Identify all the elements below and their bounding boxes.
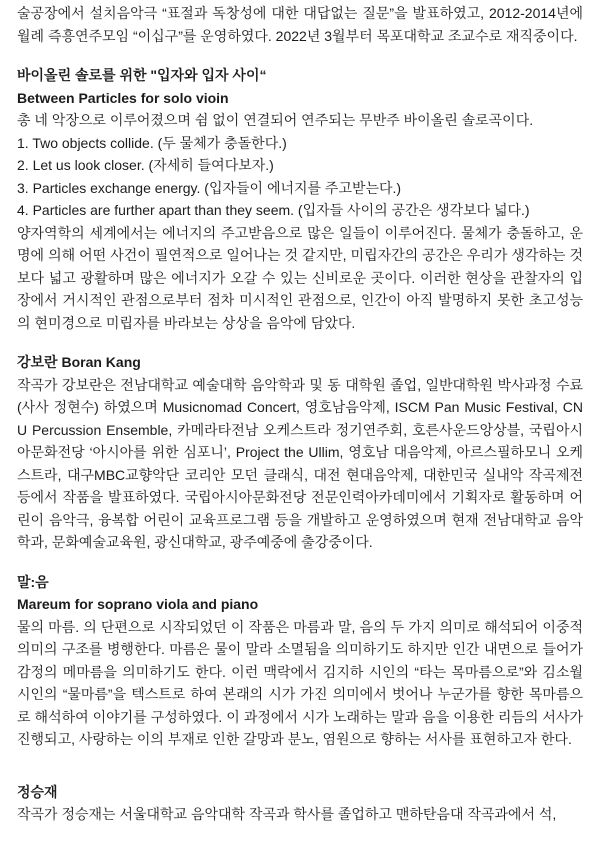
composer-name-heading: 강보란 Boran Kang (17, 354, 141, 370)
composer-bio-paragraph: 작곡가 강보란은 전남대학교 예술대학 음악학과 및 동 대학원 졸업, 일반대학원 박사과정 수료(사사 정현수) 하였으며 Musicnomad Concert, 영호남음악제, ISCM Pan Music Festival, CNU Percussion Ensemble, 카메라타전남 오케스트라 정기연주회, 호른사운드앙상블, 국립아시아문화전당 ‘아시아를 위한 심포니’, Project the Ullim, 영호남 대음악제, 아르스필하모니 오케스트라, 대구MBC교향악단 코리안 모던 클래식, 대전 현대음악제, 대한민국 실내악 작곡제전 등에서 작품을 발표하였다. 국립아시아문화전당 전문인력아카데미에서 기획자로 활동하며 어린이 음악극, 융복합 어린이 교육프로그램 등을 개발하고 운영하였으며 현재 전남대학교 음악학과, 문화예술교육원, 광신대학교, 광주예중에 출강중이다. (17, 376, 583, 550)
composer-name-heading: 정승재 (17, 783, 58, 800)
work-title-english: Mareum for soprano viola and piano (17, 596, 259, 612)
movement-item-3: 3. Particles exchange energy. (입자들이 에너지를 주고받는다.) (17, 179, 402, 196)
section-composer-boran-kang (17, 351, 583, 554)
section-between-particles (17, 64, 583, 334)
section-composer-seungjae-jeong (17, 781, 583, 826)
work-title-korean: 바이올린 솔로를 위한 "입자와 입자 사이“ (17, 67, 267, 83)
section-work-mareum (17, 571, 583, 751)
movement-item-4: 4. Particles are further apart than they seem. (입자들 사이의 공간은 생각보다 넓다.) (17, 202, 530, 218)
composer-bio-continuation-paragraph: 술공장에서 설치음악극 “표절과 독창성에 대한 대답없는 질문”을 발표하였고, 2012-2014년에 월례 즉흥연주모임 “이십구”를 운영하였다. 2022년 3월부터 목포대학교 조교수로 재직중이다. (17, 5, 583, 44)
program-note-paragraph: 물의 마름. 의 단편으로 시작되었던 이 작품은 마름과 말, 음의 두 가지 의미로 해석되어 이중적 의미의 구조를 병행한다. 마름은 물이 말라 소멸됨을 의미하기도 하지만 인간 내면으로 들어가 감정의 메마름을 의미하기도 한다. 이런 맥락에서 김지하 시인의 “타는 목마름으로”와 김소월 시인의 “물마름”을 텍스트로 하여 본래의 시가 가진 의미에서 벗어나 누군가를 향한 목마름으로 해석하여 이야기를 구성하였다. 이 과정에서 시가 노래하는 말과 음을 이용한 리듬의 서사가 진행되고, 사랑하는 이의 부재로 인한 갈망과 분노, 염원으로 향하는 서사를 표현하고자 한다. (17, 618, 583, 747)
composer-bio-paragraph: 작곡가 정승재는 서울대학교 음악대학 작곡과 학사를 졸업하고 맨하탄음대 작곡과에서 석, (17, 806, 557, 822)
movement-item-1: 1. Two objects collide. (두 물체가 충돌한다.) (17, 134, 287, 151)
movement-item-2: 2. Let us look closer. (자세히 들여다보자.) (17, 157, 274, 173)
work-title-korean: 말:음 (17, 573, 49, 590)
work-intro-paragraph: 총 네 악장으로 이루어졌으며 쉼 없이 연결되어 연주되는 무반주 바이올린 솔로곡이다. (17, 112, 534, 128)
work-title-english: Between Particles for solo vioin (17, 89, 229, 106)
program-note-paragraph: 양자역학의 세계에서는 에너지의 주고받음으로 많은 일들이 이루어진다. 물체가 충돌하고, 운명에 의해 어떤 사건이 필연적으로 일어나는 것 같지만, 미립자간의 공간은 우리가 생각하는 것 보다 넓고 광활하며 많은 에너지가 오갈 수 있는 신비로운 곳이다. 이러한 현상을 관찰자의 입장에서 거시적인 관점으로부터 점차 미시적인 관점으로, 인간이 아직 발명하지 못한 초고성능의 현미경으로 미립자를 바라보는 상상을 음악에 담았다. (17, 224, 583, 331)
